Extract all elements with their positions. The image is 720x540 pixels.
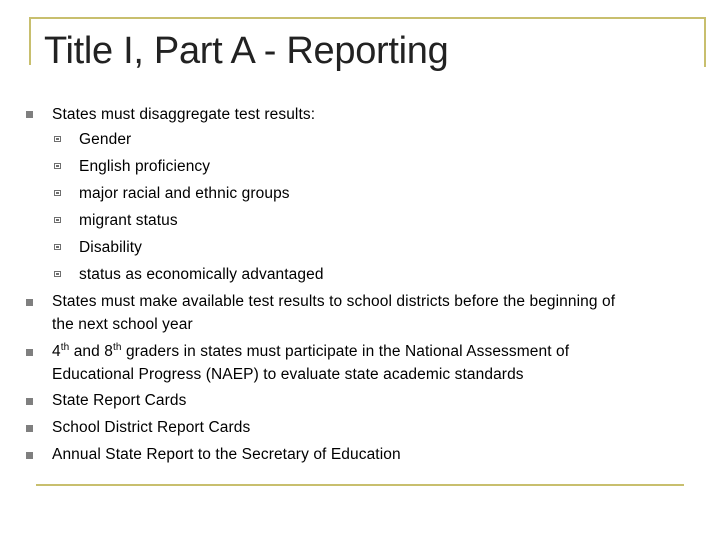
bullet-text-line1: States must make available test results to school districts before the beginning of	[52, 293, 616, 310]
grade-4: 4	[52, 343, 61, 360]
sub-item-economically-advantaged: status as economically advantaged	[79, 266, 324, 283]
bullet-district-report-cards: School District Report Cards	[52, 419, 251, 436]
sub-item-gender: Gender	[79, 131, 132, 148]
ordinal-suffix: th	[113, 341, 122, 353]
square-bullet-icon	[26, 111, 33, 118]
bullet-text: States must disaggregate test results:	[52, 106, 316, 123]
sub-item-english-proficiency: English proficiency	[79, 158, 211, 175]
ordinal-suffix: th	[60, 341, 70, 353]
hollow-square-bullet-icon	[54, 136, 61, 142]
hollow-square-bullet-icon	[54, 163, 61, 169]
bullet-state-report-cards: State Report Cards	[52, 392, 187, 409]
hollow-square-bullet-icon	[54, 190, 61, 196]
hollow-square-bullet-icon	[54, 244, 61, 250]
bullet-text-line2: the next school year	[52, 316, 193, 333]
hollow-square-bullet-icon	[54, 217, 61, 223]
naep-text: graders in states must participate in the National Assessment of	[121, 343, 570, 360]
square-bullet-icon	[26, 299, 33, 306]
square-bullet-icon	[26, 349, 33, 356]
grade-8: 8	[104, 343, 113, 360]
bullet-text-line2: Educational Progress (NAEP) to evaluate state academic standards	[52, 366, 524, 383]
square-bullet-icon	[26, 452, 33, 459]
square-bullet-icon	[26, 425, 33, 432]
slide-title: Title I, Part A - Reporting	[44, 30, 449, 72]
sub-item-migrant-status: migrant status	[79, 212, 178, 229]
square-bullet-icon	[26, 398, 33, 405]
bullet-text-line1	[52, 340, 569, 363]
bullet-annual-state-report: Annual State Report to the Secretary of Education	[52, 446, 401, 463]
hollow-square-bullet-icon	[54, 271, 61, 277]
slide-bottom-rule	[36, 484, 684, 486]
sub-item-disability: Disability	[79, 239, 143, 256]
sub-item-racial-ethnic-groups: major racial and ethnic groups	[79, 185, 290, 202]
and-text: and	[69, 343, 105, 360]
